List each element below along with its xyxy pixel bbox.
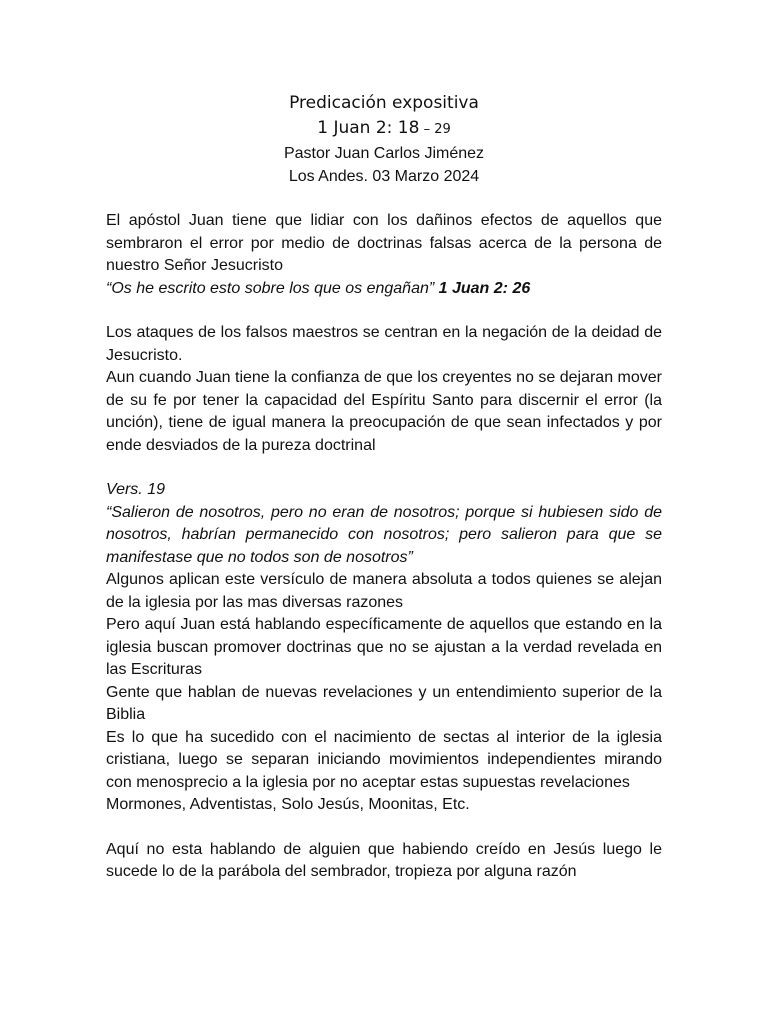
quote-line (106, 278, 662, 301)
quote-reference: 1 Juan 2: 26 (438, 279, 531, 297)
paragraph-sect-list: Mormones, Adventistas, Solo Jesús, Moonitas, Etc. (106, 796, 470, 813)
passage-main: 1 Juan 2: 18 (317, 118, 420, 138)
paragraph-sower: Aquí no esta hablando de alguien que habiendo creído en Jesús luego le sucede lo de la parábola del sembrador, tropieza por alguna razón (106, 840, 662, 880)
paragraph-specific: Pero aquí Juan está hablando específicamente de aquellos que estando en la iglesia buscan promover doctrinas que no se ajustan a la verdad revelada en las Escrituras (106, 616, 662, 678)
author-line: Pastor Juan Carlos Jiménez (283, 145, 485, 162)
paragraph-sects: Es lo que ha sucedido con el nacimiento de sectas al interior de la iglesia cristiana, luego se separan iniciando movimientos independientes mirando con menosprecio a la iglesia por no aceptar estas supuestas revelaciones (106, 728, 662, 791)
sermon-title: Predicación expositiva (289, 93, 479, 113)
passage-end: – 29 (419, 122, 451, 137)
document-page (106, 90, 662, 884)
paragraph-attacks: Los ataques de los falsos maestros se centran en la negación de la deidad de Jesucristo. (106, 324, 662, 364)
paragraph-confidence: Aun cuando Juan tiene la confianza de que los creyentes no se dejaran mover de su fe por tener la capacidad del Espíritu Santo para discernir el error (la unción), tiene de igual manera la preocupación de que sean infectados y por ende desviados de la pureza doctrinal (106, 369, 662, 454)
paragraph-intro: El apóstol Juan tiene que lidiar con los dañinos efectos de aquellos que sembraron el error por medio de doctrinas falsas acerca de la persona de nuestro Señor Jesucristo (106, 212, 662, 274)
paragraph-revelations: Gente que hablan de nuevas revelaciones y un entendimiento superior de la Biblia (106, 683, 662, 723)
place-date-line: Los Andes. 03 Marzo 2024 (288, 168, 480, 185)
paragraph-application: Algunos aplican este versículo de manera absoluta a todos quienes se alejan de la iglesia por las mas diversas razones (106, 571, 662, 611)
quote-text: “Os he escrito esto sobre los que os engañan” (106, 279, 439, 297)
verse-quote: “Salieron de nosotros, pero no eran de nosotros; porque si hubiesen sido de nosotros, habrían permanecido con nosotros; pero salieron para que se manifestase que no todos son de nosotros” (106, 503, 662, 566)
paragraph-gap (106, 457, 662, 479)
document-header (106, 90, 662, 188)
verse-label: Vers. 19 (106, 481, 165, 498)
paragraph-gap (106, 300, 662, 322)
bible-passage (106, 116, 662, 142)
paragraph-gap (106, 817, 662, 839)
